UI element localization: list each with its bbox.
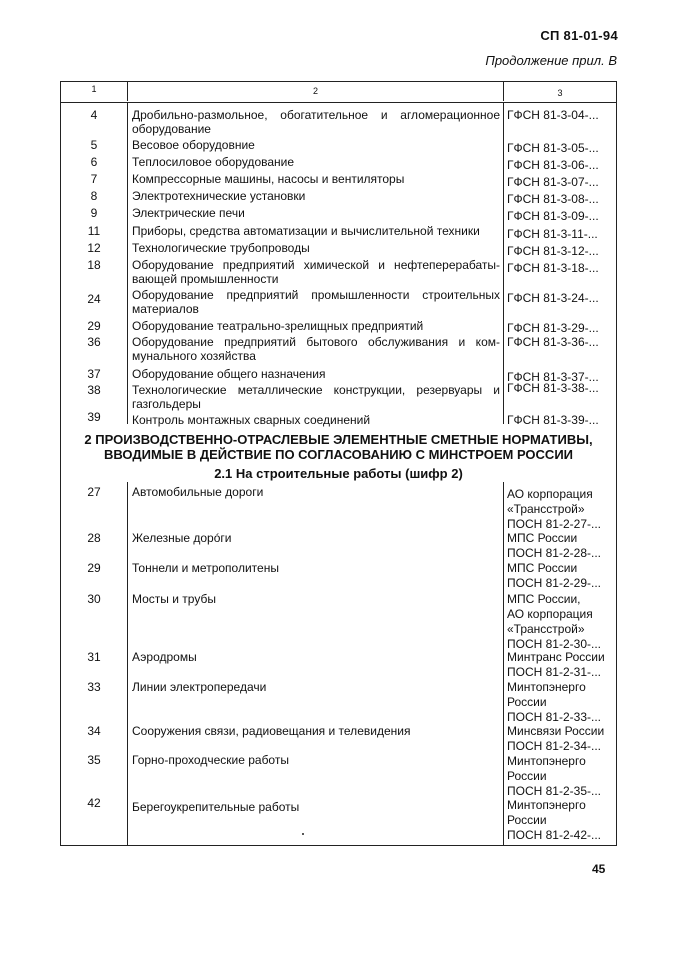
row-name: Технологические металлические конструкции, резервуары и газгольдеры (132, 383, 500, 411)
column-divider (127, 102, 128, 424)
row-code: ГФСН 81-3-29-... (507, 321, 599, 335)
row-number: 18 (87, 258, 101, 272)
row-name: Теплосиловое оборудование (132, 155, 295, 169)
code-line: России (507, 695, 547, 709)
column-header-2: 2 (127, 81, 503, 101)
row-code: ГФСН 81-3-06-... (507, 158, 599, 172)
row-number: 38 (87, 383, 101, 397)
column-divider (503, 482, 504, 846)
row-name: Оборудование общего назначения (132, 367, 326, 381)
row-code: ГФСН 81-3-11-... (507, 227, 598, 241)
row-number: 8 (90, 189, 98, 203)
row-code (507, 724, 617, 754)
code-line: МПС России, (507, 592, 581, 606)
column-divider (127, 482, 128, 846)
code-line: России (507, 813, 547, 827)
row-code (507, 680, 617, 725)
row-name: Оборудование предприятий химической и нефтеперерабаты-вающей промышленности (132, 258, 500, 286)
section-title (61, 432, 616, 462)
row-name: Аэродромы (132, 650, 197, 664)
norms-table (60, 81, 617, 846)
row-name: Тоннели и метрополитены (132, 561, 279, 575)
code-line: «Трансстрой» (507, 502, 585, 516)
code-line: ПОСН 81-2-35-... (507, 784, 601, 798)
row-number: 7 (90, 172, 98, 186)
row-name: Оборудование предприятий бытового обслуживания и ком-мунального хозяйства (132, 335, 500, 363)
row-number: 24 (87, 292, 101, 306)
row-code (507, 650, 617, 680)
code-line: АО корпорация (507, 607, 593, 621)
row-name: Электротехнические установки (132, 189, 306, 203)
row-name: Весовое оборудовние (132, 138, 255, 152)
row-code: ГФСН 81-3-18-... (507, 261, 599, 275)
row-number: 29 (87, 561, 101, 575)
row-code: ГФСН 81-3-36-... (507, 335, 599, 349)
row-number: 35 (87, 753, 101, 767)
row-code: ГФСН 81-3-09-... (507, 209, 599, 223)
document-code: СП 81-01-94 (540, 28, 618, 43)
code-line: МПС России (507, 561, 578, 575)
section-title-line-2: ВВОДИМЫЕ В ДЕЙСТВИЕ ПО СОГЛАСОВАНИЮ С МИНСТРОЕМ РОССИИ (103, 447, 574, 462)
code-line: Минсвязи России (507, 724, 605, 738)
row-code: ГФСН 81-3-07-... (507, 175, 599, 189)
row-name: Компрессорные машины, насосы и вентиляторы (132, 172, 405, 186)
code-line: Минтопэнерго (507, 754, 586, 768)
row-name: Сооружения связи, радиовещания и телевидения (132, 724, 411, 738)
row-name: Приборы, средства автоматизации и вычислительной техники (132, 224, 480, 238)
row-name: Оборудование театрально-зрелищных предприятий (132, 319, 424, 333)
row-name: Автомобильные дороги (132, 485, 264, 499)
row-number: 34 (87, 724, 101, 738)
row-name: Линии электропередачи (132, 680, 267, 694)
code-line: ПОСН 81-2-34-... (507, 739, 601, 753)
row-number: 29 (87, 319, 101, 333)
row-number: 39 (87, 410, 101, 424)
row-code (507, 561, 617, 591)
row-code: ГФСН 81-3-37-... (507, 370, 599, 384)
code-line: ПОСН 81-2-42-... (507, 828, 601, 842)
row-code: ГФСН 81-3-05-... (507, 141, 599, 155)
code-line: «Трансстрой» (507, 622, 585, 636)
row-number: 6 (90, 155, 98, 169)
code-line: Минтопэнерго (507, 798, 586, 812)
column-header-1: 1 (91, 84, 97, 94)
code-line: Минтранс России (507, 650, 605, 664)
row-number: 9 (90, 206, 98, 220)
column-header-3: 3 (503, 81, 616, 101)
row-code: ГФСН 81-3-38-... (507, 381, 599, 395)
code-line: ПОСН 81-2-29-... (507, 576, 601, 590)
row-name: Оборудование предприятий промышленности строительных материалов (132, 288, 500, 316)
row-number: 4 (90, 108, 98, 122)
row-code (507, 487, 617, 532)
subsection-title: 2.1 На строительные работы (шифр 2) (214, 466, 463, 481)
row-name: Дробильно-размольное, обогатительное и агломерационное оборудование (132, 108, 500, 136)
row-code: ГФСН 81-3-39-... (507, 413, 599, 427)
row-number: 27 (87, 485, 101, 499)
row-number: 12 (87, 241, 101, 255)
row-name: Мосты и трубы (132, 592, 216, 606)
row-name: Контроль монтажных сварных соединений (132, 413, 371, 427)
row-number: 28 (87, 531, 101, 545)
stray-dot (302, 833, 304, 835)
row-name: Электрические печи (132, 206, 245, 220)
row-name: Железные дорóги (132, 531, 232, 545)
code-line: ПОСН 81-2-31-... (507, 665, 601, 679)
row-code: ГФСН 81-3-12-... (507, 244, 599, 258)
continuation-note: Продолжение прил. В (485, 53, 617, 68)
page-number: 45 (592, 862, 606, 876)
column-divider (503, 102, 504, 424)
row-code: ГФСН 81-3-04-... (507, 108, 599, 122)
code-line: МПС России (507, 531, 578, 545)
code-line: АО корпорация (507, 487, 593, 501)
row-code (507, 754, 617, 799)
row-number: 5 (90, 138, 98, 152)
code-line: России (507, 769, 547, 783)
row-name: Технологические трубопроводы (132, 241, 310, 255)
row-code: ГФСН 81-3-24-... (507, 291, 599, 305)
row-number: 37 (87, 367, 101, 381)
row-number: 31 (87, 650, 101, 664)
row-name: Берегоукрепительные работы (132, 800, 300, 814)
section-title-line-1: 2 ПРОИЗВОДСТВЕННО-ОТРАСЛЕВЫЕ ЭЛЕМЕНТНЫЕ СМЕТНЫЕ НОРМАТИВЫ, (84, 432, 593, 447)
row-code: ГФСН 81-3-08-... (507, 192, 599, 206)
code-line: ПОСН 81-2-27-... (507, 517, 601, 531)
row-name: Горно-проходческие работы (132, 753, 289, 767)
row-number: 42 (87, 796, 101, 810)
row-number: 33 (87, 680, 101, 694)
row-code (507, 798, 617, 843)
row-code (507, 531, 617, 561)
table-header-row (61, 82, 616, 103)
code-line: ПОСН 81-2-30-... (507, 637, 601, 651)
row-number: 36 (87, 335, 101, 349)
code-line: ПОСН 81-2-28-... (507, 546, 601, 560)
code-line: Минтопэнерго (507, 680, 586, 694)
row-number: 11 (87, 224, 101, 238)
row-code (507, 592, 617, 652)
row-number: 30 (87, 592, 101, 606)
code-line: ПОСН 81-2-33-... (507, 710, 601, 724)
